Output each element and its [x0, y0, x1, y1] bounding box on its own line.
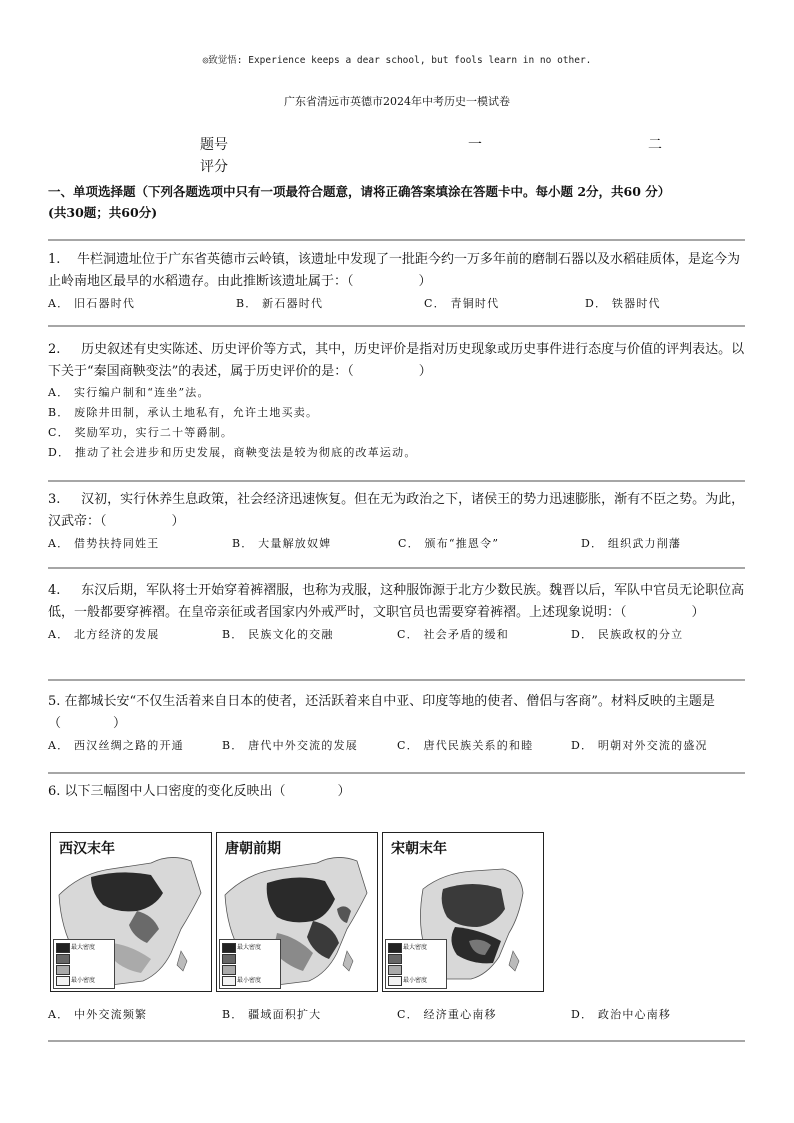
options — [48, 624, 748, 644]
population-density-maps — [50, 832, 550, 992]
option-d[interactable]: D． 铁器时代 — [585, 297, 661, 310]
motto: ◎致觉悟: Experience keeps a dear school, but fools learn in no other. — [202, 55, 592, 66]
divider — [48, 480, 745, 482]
option-d[interactable]: D． 推动了社会进步和历史发展，商鞅变法是较为彻底的改革运动。 — [48, 446, 417, 459]
map-early-tang — [216, 832, 378, 992]
divider — [48, 679, 745, 681]
option-a[interactable]: A． 实行编户制和“连坐”法。 — [48, 386, 210, 399]
question-stem: 历史叙述有史实陈述、历史评价等方式，其中，历史评价是指对历史现象或历史事件进行态度与价值的评判表达。以下关于“秦国商鞅变法”的表述，属于历史评价的是：（ ） — [48, 342, 745, 379]
section-heading — [48, 181, 748, 223]
map-label: 西汉末年 — [57, 838, 117, 858]
map-western-han — [50, 832, 212, 992]
option-b[interactable]: B． 新石器时代 — [236, 297, 324, 310]
options — [48, 735, 748, 755]
option-b[interactable]: B． 大量解放奴婢 — [232, 537, 332, 550]
map-legend — [53, 939, 115, 989]
score-label-question: 题号 — [200, 137, 228, 153]
section-subheading: (共30题；共60分) — [48, 205, 158, 220]
map-legend — [385, 939, 447, 989]
score-label-score: 评分 — [200, 159, 228, 175]
option-b[interactable]: B． 唐代中外交流的发展 — [222, 739, 358, 752]
option-a[interactable]: A． 北方经济的发展 — [48, 628, 160, 641]
divider — [48, 567, 745, 569]
legend-max: 最大密度 — [403, 944, 428, 951]
option-d[interactable]: D． 明朝对外交流的盛况 — [571, 739, 708, 752]
question-stem: 在都城长安“不仅生活着来自日本的使者，还活跃着来自中亚、印度等地的使者、僧侣与客商”。材料反映的主题是（ ） — [48, 694, 715, 731]
question-stem: 以下三幅图中人口密度的变化反映出（ ） — [64, 784, 351, 799]
question-number: 3. — [48, 492, 61, 507]
option-a[interactable]: A． 中外交流频繁 — [48, 1008, 148, 1021]
option-c[interactable]: C． 社会矛盾的缓和 — [397, 628, 509, 641]
option-c[interactable]: C． 青铜时代 — [424, 297, 500, 310]
map-label: 宋朝末年 — [389, 838, 449, 858]
map-legend — [219, 939, 281, 989]
section-heading-text: 一、单项选择题（下列各题选项中只有一项最符合题意，请将正确答案填涂在答题卡中。每小题 2分，共60 分） — [48, 184, 671, 199]
question-4 — [48, 580, 748, 644]
map-late-song — [382, 832, 544, 992]
option-b[interactable]: B． 疆域面积扩大 — [222, 1008, 322, 1021]
question-1 — [48, 249, 748, 313]
option-b[interactable]: B． 废除井田制，承认土地私有，允许土地买卖。 — [48, 406, 319, 419]
question-3 — [48, 489, 748, 553]
score-col-2: 二 — [648, 137, 662, 153]
option-a[interactable]: A． 旧石器时代 — [48, 297, 136, 310]
divider — [48, 239, 745, 241]
option-c[interactable]: C． 奖励军功，实行二十等爵制。 — [48, 426, 234, 439]
question-number: 2. — [48, 342, 61, 357]
option-a[interactable]: A． 借势扶持同姓王 — [48, 537, 160, 550]
options — [48, 533, 748, 553]
option-d[interactable]: D． 政治中心南移 — [571, 1008, 672, 1021]
option-b[interactable]: B． 民族文化的交融 — [222, 628, 334, 641]
legend-max: 最大密度 — [71, 944, 96, 951]
option-d[interactable]: D． 组织武力削藩 — [581, 537, 682, 550]
option-c[interactable]: C． 颁布“推恩令” — [398, 537, 500, 550]
legend-max: 最大密度 — [237, 944, 262, 951]
score-table — [200, 134, 680, 178]
question-6-options — [48, 1006, 748, 1026]
exam-title: 广东省清远市英德市2024年中考历史一模试卷 — [284, 95, 510, 108]
question-number: 5. — [48, 694, 61, 709]
legend-min: 最小密度 — [71, 977, 96, 984]
question-stem: 东汉后期，军队将士开始穿着裤褶服，也称为戎服，这种服饰源于北方少数民族。魏晋以后，军队中官员无论职位高低，一般都要穿裤褶。在皇帝亲征或者国家内外戒严时，文职官员也需要穿着裤褶。上述现象说明：（ ） — [48, 583, 745, 620]
option-c[interactable]: C． 经济重心南移 — [397, 1008, 497, 1021]
question-stem: 牛栏洞遗址位于广东省英德市云岭镇，该遗址中发现了一批距今约一万多年前的磨制石器以及水稻硅质体，是迄今为止岭南地区最早的水稻遗存。由此推断该遗址属于：（ ） — [48, 252, 740, 289]
options — [48, 293, 748, 313]
score-col-1: 一 — [468, 137, 482, 153]
map-label: 唐朝前期 — [223, 838, 283, 858]
question-number: 6. — [48, 784, 61, 799]
divider — [48, 1040, 745, 1042]
question-number: 1. — [48, 252, 61, 267]
legend-min: 最小密度 — [403, 977, 428, 984]
legend-min: 最小密度 — [237, 977, 262, 984]
question-5 — [48, 691, 748, 755]
option-a[interactable]: A． 西汉丝绸之路的开通 — [48, 739, 184, 752]
option-d[interactable]: D． 民族政权的分立 — [571, 628, 684, 641]
question-6 — [48, 781, 748, 803]
option-c[interactable]: C． 唐代民族关系的和睦 — [397, 739, 534, 752]
question-number: 4. — [48, 583, 61, 598]
divider — [48, 325, 745, 327]
question-2 — [48, 339, 748, 463]
question-stem: 汉初，实行休养生息政策，社会经济迅速恢复。但在无为政治之下，诸侯王的势力迅速膨胀，渐有不臣之势。为此，汉武帝：（ ） — [48, 492, 745, 529]
divider — [48, 772, 745, 774]
